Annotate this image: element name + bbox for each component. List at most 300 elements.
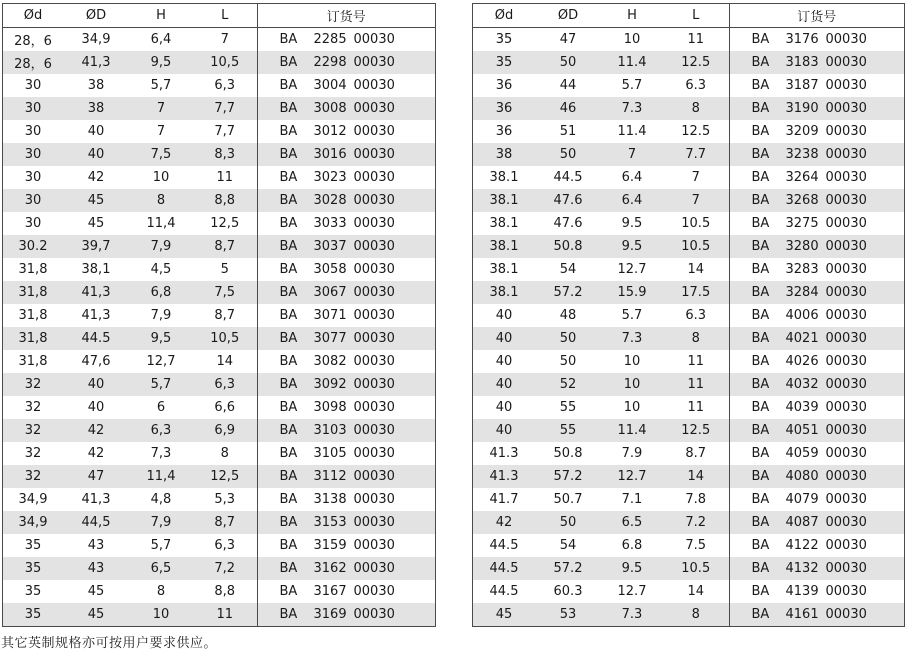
cell-outer-diameter: 51 xyxy=(535,120,601,143)
order-suffix: 00030 xyxy=(825,354,867,369)
order-suffix: 00030 xyxy=(825,147,867,162)
order-prefix: BA xyxy=(751,423,770,438)
cell-order-number xyxy=(257,557,435,580)
cell-length: 6,9 xyxy=(193,419,257,442)
cell-order-number xyxy=(729,258,904,281)
order-suffix: 00030 xyxy=(825,446,867,461)
cell-height: 6.5 xyxy=(601,511,663,534)
table-row xyxy=(3,143,435,166)
cell-inner-diameter: 45 xyxy=(473,603,535,626)
cell-inner-diameter: 30 xyxy=(3,97,63,120)
cell-height: 9,5 xyxy=(129,51,193,74)
order-suffix: 00030 xyxy=(825,607,867,622)
cell-inner-diameter: 34,9 xyxy=(3,488,63,511)
order-code: 3067 xyxy=(313,285,347,300)
cell-inner-diameter: 28，6 xyxy=(3,51,63,74)
order-code: 2298 xyxy=(313,55,347,70)
order-suffix: 00030 xyxy=(353,446,395,461)
cell-outer-diameter: 42 xyxy=(63,419,129,442)
cell-length: 6,6 xyxy=(193,396,257,419)
cell-height: 8 xyxy=(129,189,193,212)
order-prefix: BA xyxy=(751,262,770,277)
table-header xyxy=(473,4,904,28)
cell-order-number xyxy=(257,511,435,534)
cell-outer-diameter: 41,3 xyxy=(63,304,129,327)
cell-length: 8,7 xyxy=(193,235,257,258)
order-code: 3112 xyxy=(313,469,347,484)
order-code: 3283 xyxy=(785,262,819,277)
cell-length: 7,2 xyxy=(193,557,257,580)
order-suffix: 00030 xyxy=(825,400,867,415)
order-suffix: 00030 xyxy=(353,193,395,208)
table-row xyxy=(473,189,904,212)
cell-order-number xyxy=(729,235,904,258)
cell-inner-diameter: 41.3 xyxy=(473,465,535,488)
order-prefix: BA xyxy=(751,400,770,415)
table-row xyxy=(3,350,435,373)
table-row xyxy=(3,419,435,442)
cell-length: 14 xyxy=(193,350,257,373)
order-code: 3082 xyxy=(313,354,347,369)
cell-order-number xyxy=(729,281,904,304)
table-row xyxy=(473,28,904,52)
table-row xyxy=(3,97,435,120)
cell-length: 11 xyxy=(663,373,729,396)
cell-outer-diameter: 55 xyxy=(535,419,601,442)
table-row xyxy=(473,419,904,442)
order-prefix: BA xyxy=(279,584,298,599)
cell-outer-diameter: 57.2 xyxy=(535,281,601,304)
cell-outer-diameter: 48 xyxy=(535,304,601,327)
order-code: 4006 xyxy=(785,308,819,323)
cell-inner-diameter: 40 xyxy=(473,419,535,442)
cell-inner-diameter: 35 xyxy=(3,557,63,580)
cell-inner-diameter: 32 xyxy=(3,419,63,442)
cell-height: 5.7 xyxy=(601,304,663,327)
order-prefix: BA xyxy=(279,469,298,484)
order-code: 3012 xyxy=(313,124,347,139)
order-suffix: 00030 xyxy=(353,515,395,530)
cell-order-number xyxy=(257,97,435,120)
cell-outer-diameter: 50 xyxy=(535,350,601,373)
order-prefix: BA xyxy=(279,331,298,346)
cell-height: 11.4 xyxy=(601,51,663,74)
cell-outer-diameter: 52 xyxy=(535,373,601,396)
cell-outer-diameter: 50.8 xyxy=(535,235,601,258)
order-suffix: 00030 xyxy=(825,331,867,346)
cell-height: 6,5 xyxy=(129,557,193,580)
cell-height: 9.5 xyxy=(601,235,663,258)
cell-height: 8 xyxy=(129,580,193,603)
cell-order-number xyxy=(729,511,904,534)
cell-height: 10 xyxy=(601,350,663,373)
cell-inner-diameter: 44.5 xyxy=(473,557,535,580)
cell-height: 7 xyxy=(601,143,663,166)
cell-height: 6,8 xyxy=(129,281,193,304)
cell-outer-diameter: 44.5 xyxy=(63,327,129,350)
cell-length: 14 xyxy=(663,258,729,281)
order-code: 3016 xyxy=(313,147,347,162)
cell-length: 11 xyxy=(663,350,729,373)
cell-length: 8.7 xyxy=(663,442,729,465)
cell-length: 12.5 xyxy=(663,419,729,442)
cell-order-number xyxy=(257,327,435,350)
cell-length: 11 xyxy=(193,166,257,189)
order-code: 3162 xyxy=(313,561,347,576)
order-prefix: BA xyxy=(751,170,770,185)
cell-height: 12,7 xyxy=(129,350,193,373)
cell-height: 11,4 xyxy=(129,465,193,488)
cell-inner-diameter: 35 xyxy=(3,603,63,626)
cell-length: 7.7 xyxy=(663,143,729,166)
order-suffix: 00030 xyxy=(825,584,867,599)
cell-length: 8 xyxy=(193,442,257,465)
cell-inner-diameter: 32 xyxy=(3,373,63,396)
cell-outer-diameter: 42 xyxy=(63,166,129,189)
cell-inner-diameter: 30 xyxy=(3,212,63,235)
order-suffix: 00030 xyxy=(825,170,867,185)
order-prefix: BA xyxy=(751,607,770,622)
cell-length: 7 xyxy=(663,166,729,189)
order-prefix: BA xyxy=(279,423,298,438)
table-row xyxy=(3,166,435,189)
cell-height: 11.4 xyxy=(601,120,663,143)
order-code: 4026 xyxy=(785,354,819,369)
cell-length: 10.5 xyxy=(663,557,729,580)
cell-length: 5,3 xyxy=(193,488,257,511)
order-prefix: BA xyxy=(279,216,298,231)
order-prefix: BA xyxy=(279,239,298,254)
order-suffix: 00030 xyxy=(353,170,395,185)
order-code: 3103 xyxy=(313,423,347,438)
cell-outer-diameter: 54 xyxy=(535,258,601,281)
cell-height: 10 xyxy=(129,603,193,626)
table-row xyxy=(473,488,904,511)
order-prefix: BA xyxy=(751,561,770,576)
cell-order-number xyxy=(257,258,435,281)
order-code: 3284 xyxy=(785,285,819,300)
cell-inner-diameter: 38 xyxy=(473,143,535,166)
order-suffix: 00030 xyxy=(353,331,395,346)
cell-length: 6.3 xyxy=(663,74,729,97)
order-code: 3275 xyxy=(785,216,819,231)
order-prefix: BA xyxy=(279,561,298,576)
order-prefix: BA xyxy=(751,515,770,530)
order-code: 3033 xyxy=(313,216,347,231)
cell-order-number xyxy=(257,534,435,557)
order-prefix: BA xyxy=(751,101,770,116)
table-row xyxy=(473,350,904,373)
header-outer-diameter: ØD xyxy=(535,4,601,28)
table-row xyxy=(3,235,435,258)
cell-order-number xyxy=(729,442,904,465)
cell-height: 7,9 xyxy=(129,511,193,534)
header-height: H xyxy=(601,4,663,28)
cell-length: 10.5 xyxy=(663,235,729,258)
table-body xyxy=(473,28,904,627)
cell-order-number xyxy=(729,534,904,557)
cell-order-number xyxy=(257,396,435,419)
order-code: 3176 xyxy=(785,32,819,47)
order-suffix: 00030 xyxy=(825,377,867,392)
order-suffix: 00030 xyxy=(825,423,867,438)
order-prefix: BA xyxy=(751,377,770,392)
order-code: 4032 xyxy=(785,377,819,392)
cell-height: 10 xyxy=(129,166,193,189)
cell-outer-diameter: 47.6 xyxy=(535,212,601,235)
cell-height: 11,4 xyxy=(129,212,193,235)
cell-length: 7,7 xyxy=(193,120,257,143)
cell-outer-diameter: 34,9 xyxy=(63,28,129,52)
cell-inner-diameter: 30 xyxy=(3,189,63,212)
cell-outer-diameter: 43 xyxy=(63,557,129,580)
order-code: 2285 xyxy=(313,32,347,47)
cell-order-number xyxy=(257,350,435,373)
cell-outer-diameter: 39,7 xyxy=(63,235,129,258)
cell-order-number xyxy=(257,373,435,396)
cell-length: 6,3 xyxy=(193,373,257,396)
order-suffix: 00030 xyxy=(825,308,867,323)
table-row xyxy=(3,258,435,281)
table-row xyxy=(3,120,435,143)
cell-order-number xyxy=(257,281,435,304)
cell-height: 5,7 xyxy=(129,373,193,396)
order-code: 3037 xyxy=(313,239,347,254)
cell-inner-diameter: 31,8 xyxy=(3,350,63,373)
table-row xyxy=(473,442,904,465)
table-row xyxy=(3,603,435,626)
order-suffix: 00030 xyxy=(353,32,395,47)
cell-height: 15.9 xyxy=(601,281,663,304)
cell-order-number xyxy=(257,166,435,189)
cell-height: 7,3 xyxy=(129,442,193,465)
order-code: 3159 xyxy=(313,538,347,553)
order-code: 3190 xyxy=(785,101,819,116)
order-prefix: BA xyxy=(279,538,298,553)
cell-inner-diameter: 38.1 xyxy=(473,258,535,281)
order-prefix: BA xyxy=(279,515,298,530)
order-suffix: 00030 xyxy=(353,607,395,622)
cell-order-number xyxy=(257,603,435,626)
cell-outer-diameter: 45 xyxy=(63,580,129,603)
cell-outer-diameter: 40 xyxy=(63,120,129,143)
table-row xyxy=(3,511,435,534)
table-row xyxy=(473,580,904,603)
order-code: 3153 xyxy=(313,515,347,530)
cell-outer-diameter: 38 xyxy=(63,74,129,97)
order-suffix: 00030 xyxy=(825,561,867,576)
cell-length: 7,5 xyxy=(193,281,257,304)
cell-inner-diameter: 28，6 xyxy=(3,28,63,52)
order-suffix: 00030 xyxy=(825,262,867,277)
order-code: 3004 xyxy=(313,78,347,93)
table-row xyxy=(3,557,435,580)
spec-table-right xyxy=(473,4,904,626)
cell-length: 11 xyxy=(193,603,257,626)
cell-height: 9.5 xyxy=(601,212,663,235)
cell-order-number xyxy=(729,580,904,603)
cell-order-number xyxy=(729,304,904,327)
table-row xyxy=(473,603,904,626)
cell-outer-diameter: 50 xyxy=(535,511,601,534)
cell-length: 7 xyxy=(663,189,729,212)
cell-outer-diameter: 45 xyxy=(63,603,129,626)
cell-outer-diameter: 44,5 xyxy=(63,511,129,534)
cell-length: 17.5 xyxy=(663,281,729,304)
order-code: 3077 xyxy=(313,331,347,346)
cell-order-number xyxy=(257,212,435,235)
header-length: L xyxy=(663,4,729,28)
cell-inner-diameter: 38.1 xyxy=(473,166,535,189)
order-code: 4122 xyxy=(785,538,819,553)
order-suffix: 00030 xyxy=(353,262,395,277)
cell-order-number xyxy=(729,143,904,166)
cell-inner-diameter: 30 xyxy=(3,166,63,189)
cell-length: 5 xyxy=(193,258,257,281)
cell-height: 6.4 xyxy=(601,189,663,212)
cell-inner-diameter: 35 xyxy=(473,28,535,52)
order-prefix: BA xyxy=(751,354,770,369)
cell-order-number xyxy=(729,419,904,442)
order-suffix: 00030 xyxy=(353,400,395,415)
cell-height: 7 xyxy=(129,97,193,120)
cell-inner-diameter: 32 xyxy=(3,442,63,465)
order-suffix: 00030 xyxy=(825,55,867,70)
cell-inner-diameter: 30 xyxy=(3,74,63,97)
cell-length: 8,7 xyxy=(193,304,257,327)
order-prefix: BA xyxy=(279,446,298,461)
cell-height: 6.8 xyxy=(601,534,663,557)
table-row xyxy=(3,327,435,350)
cell-length: 7.5 xyxy=(663,534,729,557)
order-code: 4079 xyxy=(785,492,819,507)
cell-inner-diameter: 40 xyxy=(473,327,535,350)
cell-inner-diameter: 44.5 xyxy=(473,580,535,603)
order-prefix: BA xyxy=(279,170,298,185)
order-code: 3071 xyxy=(313,308,347,323)
cell-height: 5,7 xyxy=(129,74,193,97)
cell-inner-diameter: 44.5 xyxy=(473,534,535,557)
order-prefix: BA xyxy=(751,492,770,507)
order-prefix: BA xyxy=(751,147,770,162)
cell-inner-diameter: 38.1 xyxy=(473,212,535,235)
order-prefix: BA xyxy=(279,492,298,507)
cell-height: 6 xyxy=(129,396,193,419)
cell-length: 14 xyxy=(663,465,729,488)
cell-order-number xyxy=(257,304,435,327)
cell-height: 7.3 xyxy=(601,603,663,626)
cell-inner-diameter: 42 xyxy=(473,511,535,534)
cell-height: 12.7 xyxy=(601,580,663,603)
table-row xyxy=(473,373,904,396)
order-prefix: BA xyxy=(751,331,770,346)
order-prefix: BA xyxy=(751,193,770,208)
table-row xyxy=(473,511,904,534)
cell-length: 11 xyxy=(663,396,729,419)
cell-outer-diameter: 41,3 xyxy=(63,488,129,511)
order-code: 3238 xyxy=(785,147,819,162)
cell-order-number xyxy=(257,235,435,258)
table-row xyxy=(3,281,435,304)
cell-length: 7,7 xyxy=(193,97,257,120)
order-suffix: 00030 xyxy=(353,216,395,231)
cell-outer-diameter: 40 xyxy=(63,396,129,419)
cell-height: 10 xyxy=(601,396,663,419)
header-inner-diameter: Ød xyxy=(3,4,63,28)
order-code: 4021 xyxy=(785,331,819,346)
order-suffix: 00030 xyxy=(825,124,867,139)
cell-height: 4,8 xyxy=(129,488,193,511)
order-prefix: BA xyxy=(751,538,770,553)
order-suffix: 00030 xyxy=(353,101,395,116)
cell-outer-diameter: 50.8 xyxy=(535,442,601,465)
order-code: 3187 xyxy=(785,78,819,93)
cell-height: 9.5 xyxy=(601,557,663,580)
cell-height: 7,5 xyxy=(129,143,193,166)
table-row xyxy=(3,28,435,52)
cell-height: 10 xyxy=(601,373,663,396)
order-suffix: 00030 xyxy=(353,55,395,70)
order-code: 3268 xyxy=(785,193,819,208)
cell-inner-diameter: 36 xyxy=(473,97,535,120)
order-prefix: BA xyxy=(279,607,298,622)
order-suffix: 00030 xyxy=(825,239,867,254)
order-suffix: 00030 xyxy=(825,216,867,231)
order-suffix: 00030 xyxy=(825,32,867,47)
cell-order-number xyxy=(729,557,904,580)
order-code: 4051 xyxy=(785,423,819,438)
order-suffix: 00030 xyxy=(353,561,395,576)
order-prefix: BA xyxy=(751,32,770,47)
table-row xyxy=(3,442,435,465)
order-code: 3138 xyxy=(313,492,347,507)
order-suffix: 00030 xyxy=(353,147,395,162)
cell-length: 8 xyxy=(663,603,729,626)
cell-height: 9,5 xyxy=(129,327,193,350)
order-suffix: 00030 xyxy=(825,492,867,507)
table-row xyxy=(3,534,435,557)
cell-order-number xyxy=(729,28,904,52)
table-row xyxy=(473,258,904,281)
order-code: 3028 xyxy=(313,193,347,208)
cell-inner-diameter: 35 xyxy=(473,51,535,74)
cell-length: 8,8 xyxy=(193,189,257,212)
cell-length: 12.5 xyxy=(663,120,729,143)
order-prefix: BA xyxy=(751,78,770,93)
cell-length: 10,5 xyxy=(193,327,257,350)
table-row xyxy=(3,488,435,511)
order-suffix: 00030 xyxy=(353,308,395,323)
cell-order-number xyxy=(257,488,435,511)
cell-order-number xyxy=(257,28,435,52)
cell-inner-diameter: 31,8 xyxy=(3,327,63,350)
cell-order-number xyxy=(729,350,904,373)
cell-outer-diameter: 47 xyxy=(63,465,129,488)
order-prefix: BA xyxy=(751,446,770,461)
cell-outer-diameter: 54 xyxy=(535,534,601,557)
cell-inner-diameter: 38.1 xyxy=(473,189,535,212)
order-code: 4161 xyxy=(785,607,819,622)
cell-height: 6,3 xyxy=(129,419,193,442)
cell-inner-diameter: 41.3 xyxy=(473,442,535,465)
order-prefix: BA xyxy=(751,308,770,323)
table-row xyxy=(473,143,904,166)
order-suffix: 00030 xyxy=(825,78,867,93)
order-suffix: 00030 xyxy=(353,538,395,553)
cell-inner-diameter: 31,8 xyxy=(3,258,63,281)
cell-order-number xyxy=(257,143,435,166)
order-code: 4132 xyxy=(785,561,819,576)
